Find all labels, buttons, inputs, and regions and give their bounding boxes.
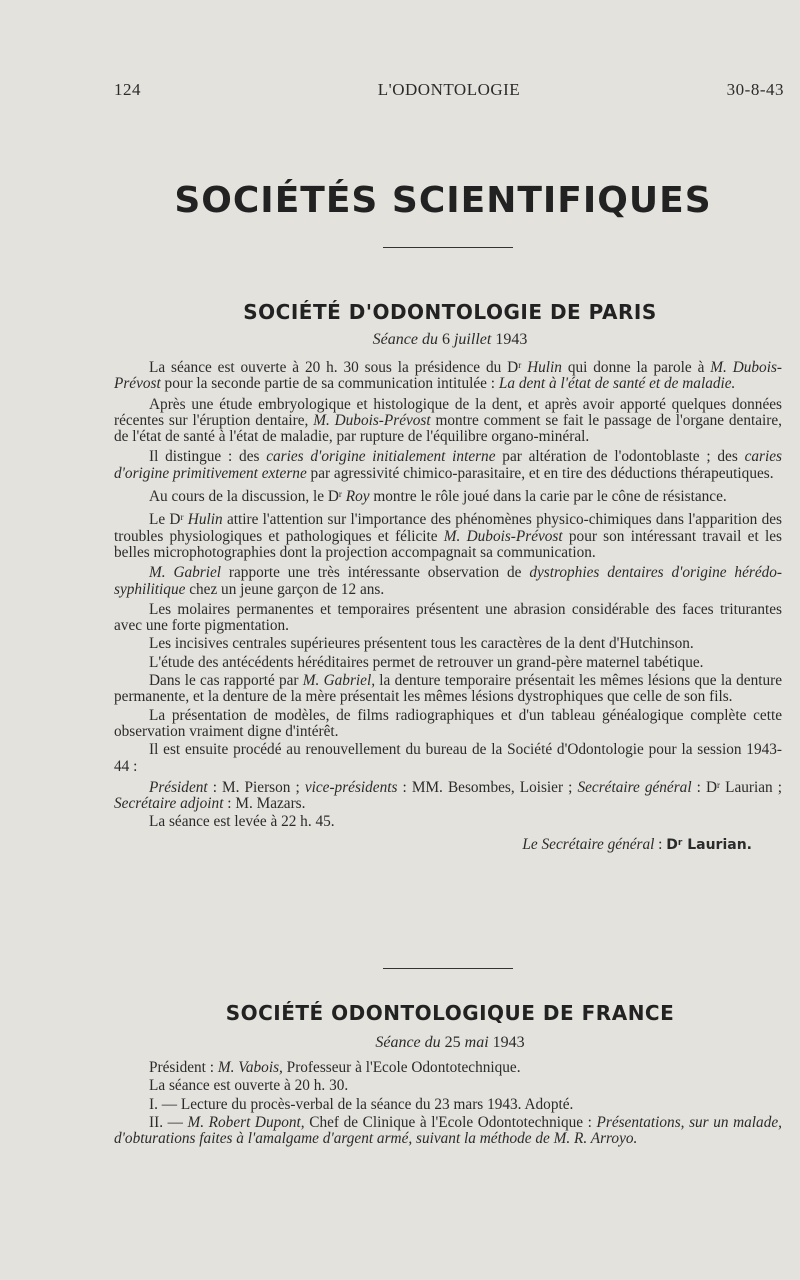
section-title-france: SOCIÉTÉ ODONTOLOGIQUE DE FRANCE [225, 1001, 675, 1025]
paragraph: Au cours de la discussion, le $D^r$ Roy montre le rôle joué dans la carie par le cône de résistance. [149, 488, 727, 506]
paragraph: La séance est ouverte à 20 h. 30 sous la présidence du $D^r$ Hulin qui donne la parole à M. Dubois-Prévost pour la seconde partie de sa communication intitulée : La dent à l'état de santé et de maladie. [114, 359, 782, 393]
signature-line: Le Secrétaire général : $D^r$ Laurian. [522, 835, 752, 853]
paragraph: Dans le cas rapporté par M. Gabriel, la denture temporaire présentait les mêmes lésions que la denture permanente, et la denture de la mère présentait les mêmes lésions dystrophiques que celle de son fils. [114, 672, 782, 706]
paragraph: I. — Lecture du procès-verbal de la séance du 23 mars 1943. Adopté. [149, 1095, 574, 1113]
main-title: SOCIÉTÉS SCIENTIFIQUES [174, 180, 712, 221]
section-divider [383, 968, 513, 969]
journal-title: L'ODONTOLOGIE [377, 80, 521, 99]
paragraph: Les incisives centrales supérieures présentent tous les caractères de la dent d'Hutchinson. [149, 635, 694, 653]
paragraph: Les molaires permanentes et temporaires présentent une abrasion considérable des faces triturantes avec une forte pigmentation. [114, 600, 782, 635]
section-body-france [114, 1060, 782, 1149]
paragraph: Il distingue : des caries d'origine initialement interne par altération de l'odontoblaste ; des caries d'origine primitivement externe par agressivité chimico-parasitaire, et en tire des déductions thérapeutiques. [114, 448, 782, 482]
paragraph: La présentation de modèles, de films radiographiques et d'un tableau généalogique complète cette observation vraiment digne d'intérêt. [114, 706, 782, 740]
paragraph: La séance est levée à 22 h. 45. [149, 813, 335, 831]
title-divider [383, 247, 513, 248]
page-number: 124 [114, 80, 141, 99]
paragraph: Il est ensuite procédé au renouvellement du bureau de la Société d'Odontologie pour la session 1943-44 : [114, 741, 782, 775]
paragraph: Président : M. Pierson ; vice-présidents : MM. Besombes, Loisier ; Secrétaire général : $D^r$ Laurian ; Secrétaire adjoint : M. Mazars. [114, 778, 782, 813]
paragraph: La séance est ouverte à 20 h. 30. [149, 1077, 349, 1095]
paragraph: Après une étude embryologique et histologique de la dent, et après avoir apporté quelques données récentes sur l'éruption dentaire, M. Dubois-Prévost montre comment se fait le passage de l'organe dentaire, de l'état de santé à l'état de maladie, par rupture de l'équilibre organo-minéral. [114, 395, 782, 446]
seance-date-paris: Séance du 6 juillet 1943 [372, 331, 528, 348]
paragraph: L'étude des antécédents héréditaires permet de retrouver un grand-père maternel tabétique. [149, 653, 704, 671]
paragraph: II. — M. Robert Dupont, Chef de Clinique à l'Ecole Odontotechnique : Présentations, sur un malade, d'obturations faites à l'amalgame d'argent armé, suivant la méthode de M. R. Arroyo. [114, 1113, 782, 1148]
paragraph: M. Gabriel rapporte une très intéressante observation de dystrophies dentaires d'origine hérédo-syphilitique chez un jeune garçon de 12 ans. [114, 564, 783, 598]
section-body-paris [114, 357, 782, 853]
paragraph: Président : M. Vabois, Professeur à l'Ecole Odontotechnique. [149, 1059, 521, 1076]
paragraph: Le $D^r$ Hulin attire l'attention sur l'importance des phénomènes physico-chimiques dans l'apparition des troubles physiologiques et pathologiques et félicite M. Dubois-Prévost pour son intéressant travail et les belles microphotographies dont la projection accompagnait sa communication. [114, 511, 782, 561]
section-title-paris: SOCIÉTÉ D'ODONTOLOGIE DE PARIS [243, 300, 657, 324]
seance-date-france: Séance du 25 mai 1943 [375, 1034, 525, 1051]
issue-date: 30-8-43 [726, 80, 784, 99]
